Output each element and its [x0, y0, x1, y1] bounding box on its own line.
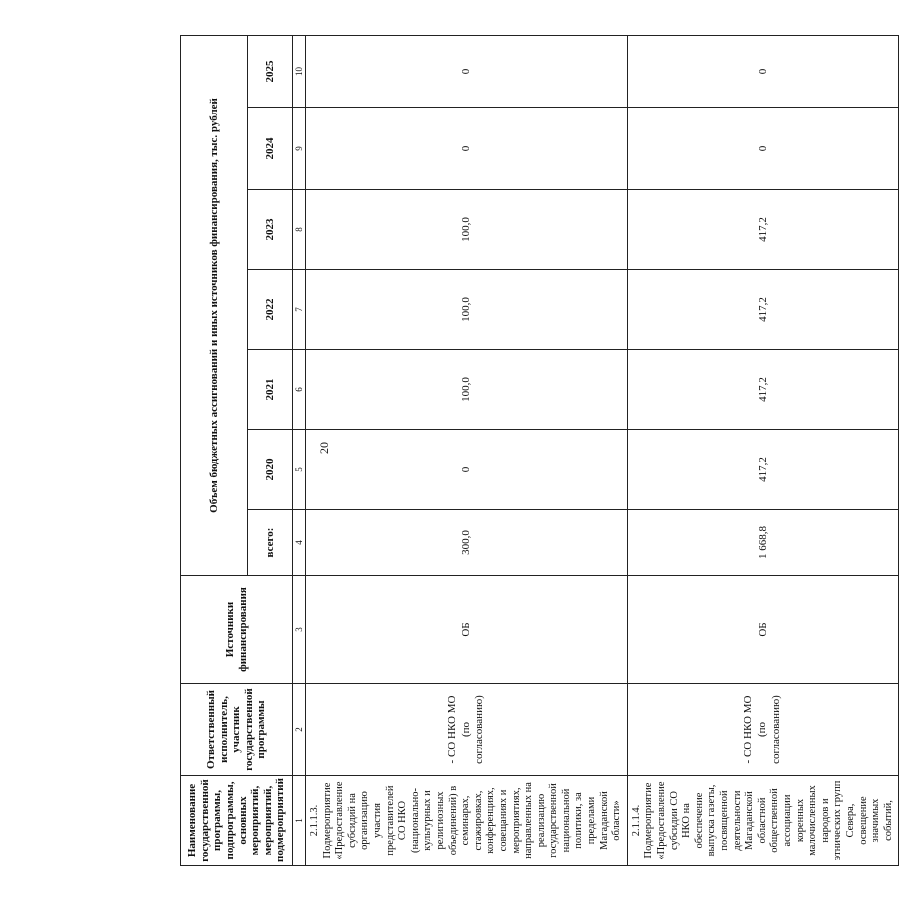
header-year: 2023 — [248, 190, 293, 270]
row-name: 2.1.1.3. Подмероприятие «Предоставление субсидий на организацию участия представителей СО НКО (национально-культурных и религиозных объединений) в семинарах, стажировках, конференциях, совещаниях и мероприятиях, направленных на реализацию государственной национальной политики, за пределами Магаданской области» — [306, 776, 628, 866]
header-row-top — [181, 35, 248, 865]
row-value: 0 — [627, 35, 898, 107]
row-value: 0 — [306, 108, 628, 190]
row-total: 1 668,8 — [627, 510, 898, 576]
column-number: 9 — [293, 108, 306, 190]
column-number: 3 — [293, 576, 306, 684]
header-volume: Объем бюджетных ассигнований и иных источников финансирования, тыс. рублей — [181, 35, 248, 575]
row-value: 100,0 — [306, 270, 628, 350]
row-source: ОБ — [306, 576, 628, 684]
header-year: 2021 — [248, 350, 293, 430]
row-executor: - СО НКО МО (по согласованию) — [627, 684, 898, 776]
header-year: 2022 — [248, 270, 293, 350]
header-name: Наименование государственной программы, подпрограммы, основных мероприятий, мероприятий, подмероприятий — [181, 776, 293, 866]
header-total: всего: — [248, 510, 293, 576]
row-executor: - СО НКО МО (по согласованию) — [306, 684, 628, 776]
row-value: 417,2 — [627, 190, 898, 270]
row-value: 417,2 — [627, 350, 898, 430]
row-total: 300,0 — [306, 510, 628, 576]
column-number: 7 — [293, 270, 306, 350]
row-value: 100,0 — [306, 350, 628, 430]
column-number: 5 — [293, 430, 306, 510]
row-value: 100,0 — [306, 190, 628, 270]
header-executor: Ответственный исполнитель, участник государственной программы — [181, 684, 293, 776]
column-number: 2 — [293, 684, 306, 776]
row-source: ОБ — [627, 576, 898, 684]
header-year: 2025 — [248, 35, 293, 107]
row-value: 0 — [306, 35, 628, 107]
row-value: 417,2 — [627, 430, 898, 510]
column-number-row — [293, 35, 306, 865]
row-value: 417,2 — [627, 270, 898, 350]
column-number: 1 — [293, 776, 306, 866]
column-number: 6 — [293, 350, 306, 430]
column-number: 8 — [293, 190, 306, 270]
header-year: 2024 — [248, 108, 293, 190]
column-number: 4 — [293, 510, 306, 576]
header-source: Источники финансирования — [181, 576, 293, 684]
budget-table-sheet — [180, 36, 894, 866]
budget-table — [180, 35, 899, 866]
table-row — [627, 35, 898, 865]
column-number: 10 — [293, 35, 306, 107]
page-number: 20 — [317, 442, 331, 454]
row-name: 2.1.1.4. Подмероприятие «Предоставление субсидии СО НКО на обеспечение выпуска газеты, посвященной деятельности Магаданской областной общественной ассоциации коренных малочисленных народов и этнических групп Севера, освещение значимых событий, — [627, 776, 898, 866]
table-row — [306, 35, 628, 865]
row-value: 0 — [627, 108, 898, 190]
row-value: 0 — [306, 430, 628, 510]
header-year: 2020 — [248, 430, 293, 510]
